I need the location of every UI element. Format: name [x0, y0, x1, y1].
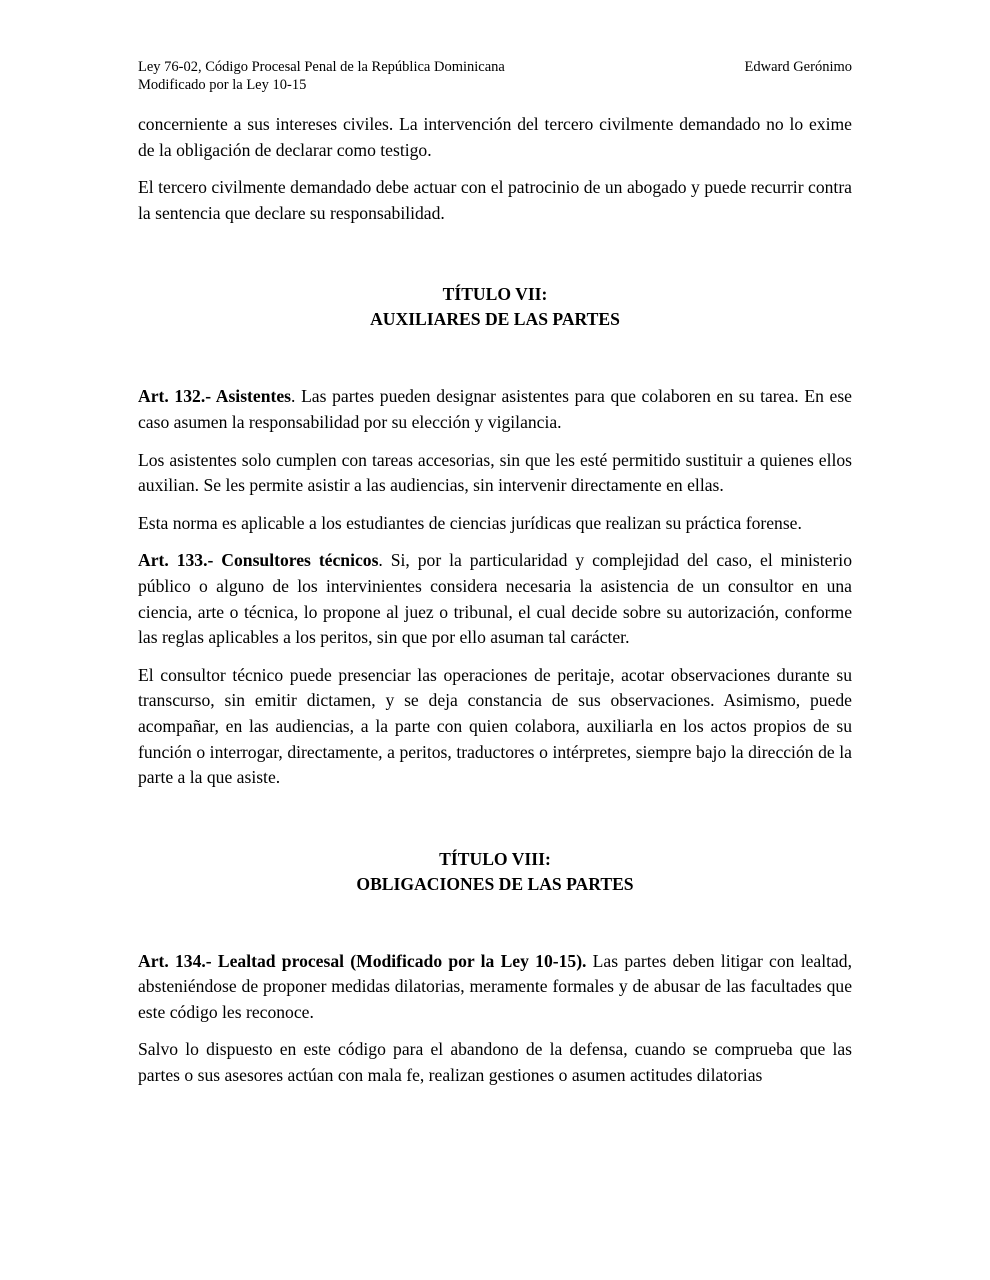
article-132 [138, 384, 852, 435]
article-text: . Las partes pueden designar asistentes para que colaboren en su tarea. En ese caso asumen la responsabilidad por su elección y vigilancia. [138, 386, 852, 432]
header-modification: Modificado por la Ley 10-15 [138, 77, 307, 93]
paragraph: Los asistentes solo cumplen con tareas accesorias, sin que les esté permitido sustituir a quienes ellos auxilian. Se les permite asistir a las audiencias, sin intervenir directamente en ellas. [138, 449, 852, 496]
section-title-vii [138, 282, 852, 332]
section-title-viii [138, 847, 852, 897]
paragraph: concerniente a sus intereses civiles. La intervención del tercero civilmente demandado no lo exime de la obligación de declarar como testigo. [138, 114, 852, 160]
title-name: AUXILIARES DE LAS PARTES [370, 309, 620, 330]
paragraph: Esta norma es aplicable a los estudiantes de ciencias jurídicas que realizan su práctica forense. [138, 512, 802, 533]
document-body [138, 112, 852, 1101]
header-law-title: Ley 76-02, Código Procesal Penal de la República Dominicana [138, 59, 505, 75]
title-name: OBLIGACIONES DE LAS PARTES [356, 873, 634, 894]
paragraph: El tercero civilmente demandado debe actuar con el patrocinio de un abogado y puede recurrir contra la sentencia que declare su responsabilidad. [138, 177, 852, 223]
page-header [138, 58, 852, 94]
article-133 [138, 548, 852, 650]
paragraph: El consultor técnico puede presenciar las operaciones de peritaje, acotar observaciones durante su transcurso, sin emitir dictamen, y se deja constancia de sus observaciones. Asimismo, puede acompañar, en las audiencias, a la parte con quien colabora, auxiliarla en los actos propios de su función o interrogar, directamente, a peritos, traductores o intérpretes, siempre bajo la dirección de la parte a la que asiste. [138, 664, 852, 788]
header-author: Edward Gerónimo [744, 59, 852, 75]
title-number: TÍTULO VIII: [439, 848, 551, 869]
article-text: . Si, por la particularidad y complejidad del caso, el ministerio público o alguno de los intervinientes considera necesaria la asistencia de un consultor en una ciencia, arte o técnica, lo propone al juez o tribunal, el cual decide sobre su autorización, conforme las reglas aplicables a los peritos, sin que por ello asuman tal carácter. [138, 550, 852, 648]
article-heading: Art. 133.- Consultores técnicos [138, 550, 379, 571]
article-heading: Art. 134.- Lealtad procesal (Modificado por la Ley 10-15). [138, 950, 587, 971]
article-heading: Art. 132.- Asistentes [138, 386, 292, 407]
article-134 [138, 949, 852, 1026]
article-text: Las partes deben litigar con lealtad, absteniéndose de proponer medidas dilatorias, meramente formales y de abusar de las facultades que este código les reconoce. [138, 950, 852, 1022]
paragraph: Salvo lo dispuesto en este código para el abandono de la defensa, cuando se comprueba que las partes o sus asesores actúan con mala fe, realizan gestiones o asumen actitudes dilatorias [138, 1039, 852, 1086]
title-number: TÍTULO VII: [442, 284, 548, 305]
